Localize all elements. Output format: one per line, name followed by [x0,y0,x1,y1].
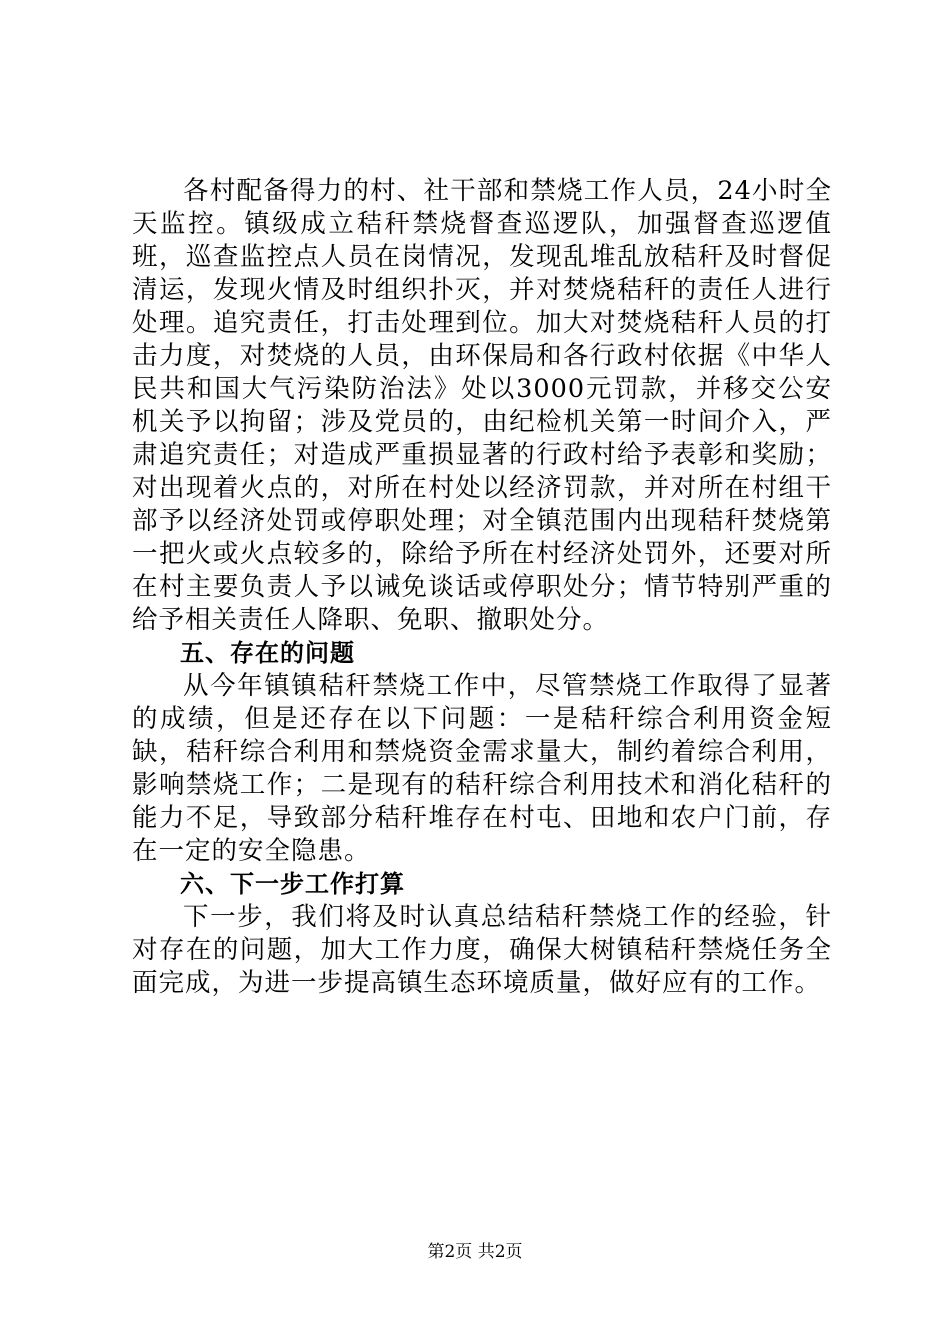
paragraph-problems: 从今年镇镇秸秆禁烧工作中，尽管禁烧工作取得了显著的成绩，但是还存在以下问题：一是秸秆综合利用资金短缺，秸秆综合利用和禁烧资金需求量大，制约着综合利用，影响禁烧工作；二是现有的秸秆综合利用技术和消化秸秆的能力不足，导致部分秸秆堆存在村屯、田地和农户门前，存在一定的安全隐患。 [132,671,832,866]
paragraph-next-steps: 下一步，我们将及时认真总结秸秆禁烧工作的经验，针对存在的问题，加大工作力度，确保大树镇秸秆禁烧任务全面完成，为进一步提高镇生态环境质量，做好应有的工作。 [132,902,832,998]
paragraph-enforcement: 各村配备得力的村、社干部和禁烧工作人员，24小时全天监控。镇级成立秸秆禁烧督查巡逻队，加强督查巡逻值班，巡查监控点人员在岗情况，发现乱堆乱放秸秆及时督促清运，发现火情及时组织扑灭，并对焚烧秸秆的责任人进行处理。追究责任，打击处理到位。加大对焚烧秸秆人员的打击力度，对焚烧的人员，由环保局和各行政村依据《中华人民共和国大气污染防治法》处以3000元罚款，并移交公安机关予以拘留；涉及党员的，由纪检机关第一时间介入，严肃追究责任；对造成严重损显著的行政村给予表彰和奖励；对出现着火点的，对所在村处以经济罚款，并对所在村组干部予以经济处罚或停职处理；对全镇范围内出现秸秆焚烧第一把火或火点较多的，除给予所在村经济处罚外，还要对所在村主要负责人予以诫免谈话或停职处分；情节特别严重的给予相关责任人降职、免职、撤职处分。 [132,176,832,635]
section-heading-problems: 五、存在的问题 [180,639,355,667]
document-body [132,175,832,1000]
page-footer: 第2页 共2页 [427,1242,523,1262]
section-heading-next-steps: 六、下一步工作打算 [180,870,405,898]
